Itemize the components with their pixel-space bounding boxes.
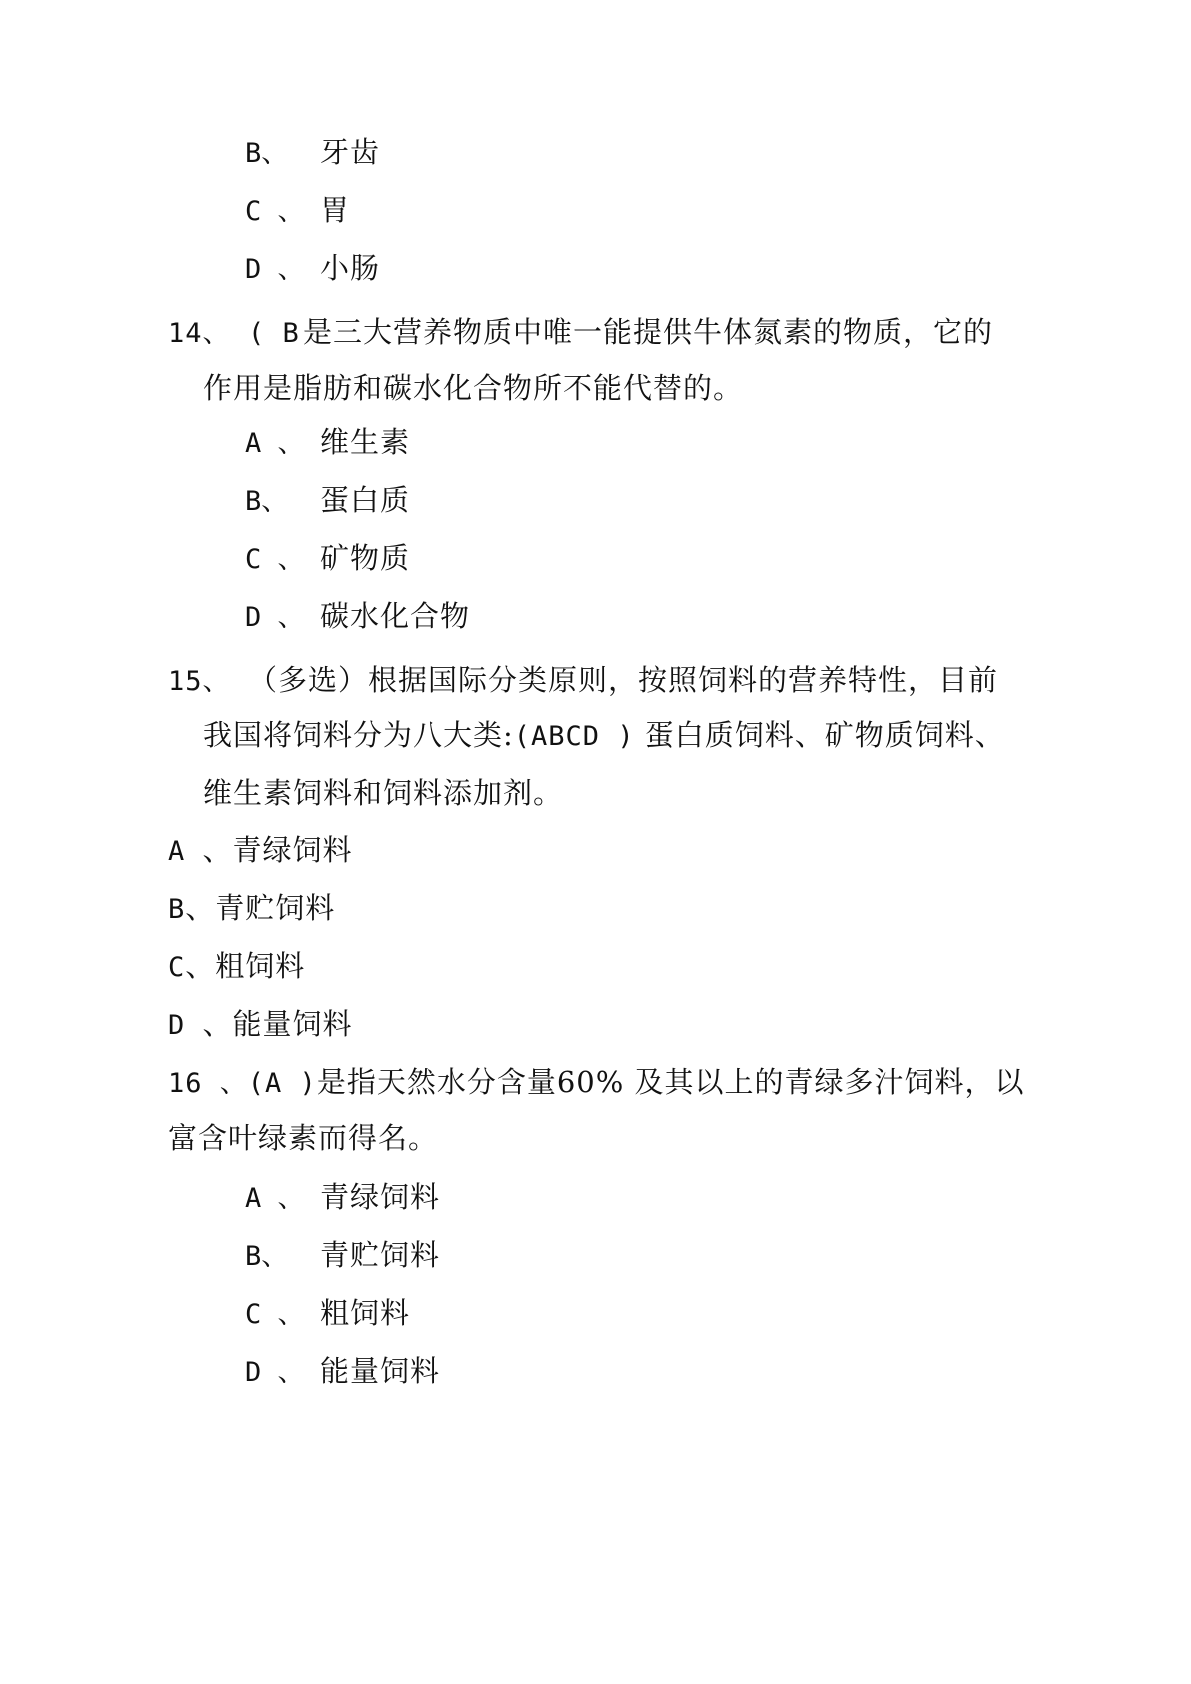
option-text: 能量饲料 [320,1354,441,1388]
q16-option-a [245,1177,440,1219]
question-text: 作用是脂肪和碳水化合物所不能代替的。 [203,371,744,405]
option-text: 粗饲料 [320,1296,411,1330]
option-text: 青贮饲料 [320,1238,441,1272]
option-text: 胃 [320,193,351,227]
question-text: 维生素饲料和饲料添加剂。 [203,776,564,810]
q15-option-b [168,888,335,930]
question-number: 14、 [168,318,231,349]
option-letter: B [168,894,186,925]
question-text: （多选）根据国际分类原则，按照饲料的营养特性，目前 [248,663,999,697]
question-number: 16 、 [168,1068,248,1099]
q14-option-d [245,596,470,638]
option-text: 碳水化合物 [320,599,471,633]
question-text: 富含叶绿素而得名。 [168,1121,439,1155]
answer-bracket: ( B [248,318,300,349]
q15-option-a [168,830,353,872]
q16-stem-line1 [168,1062,1025,1104]
option-letter: B、 [245,1241,289,1272]
option-letter: C 、 [245,544,305,575]
q15-stem-line2 [203,715,1005,757]
question-text: 是指天然水分含量60% 及其以上的青绿多汁饲料，以 [316,1065,1025,1099]
option-letter: A 、 [245,428,305,459]
answer-bracket: (A ) [247,1068,317,1099]
option-text: 牙齿 [320,135,381,169]
q14-option-a [245,422,410,464]
q16-option-c [245,1293,410,1335]
option-text: 矿物质 [320,541,411,575]
q13-option-c [245,190,350,232]
q15-option-c [168,946,305,988]
q16-stem-line2 [168,1118,438,1158]
option-letter: D 、 [245,602,305,633]
option-letter: B、 [245,486,289,517]
option-letter: B、 [245,138,289,169]
option-text: 青绿饲料 [320,1180,441,1214]
q15-stem-line3 [203,773,563,813]
q14-option-c [245,538,410,580]
q14-option-b [245,480,410,522]
option-text: 、能量饲料 [202,1007,353,1041]
option-letter: D [168,1010,203,1041]
option-letter: C [168,952,186,983]
question-number: 15、 [168,666,231,697]
option-letter: A 、 [245,1183,305,1214]
option-letter: D 、 [245,254,305,285]
question-text: 是三大营养物质中唯一能提供牛体氮素的物质，它的 [303,315,994,349]
question-text: 我国将饲料分为八大类: [203,718,514,752]
question-text: 蛋白质饲料、矿物质饲料、 [634,718,1005,752]
option-text: 小肠 [320,251,381,285]
option-text: 维生素 [320,425,411,459]
option-letter: A [168,836,203,867]
q16-option-b [245,1235,440,1277]
q14-stem-line2 [203,368,743,408]
q16-option-d [245,1351,440,1393]
q15-stem-line1 [168,660,998,702]
option-text: 、青绿饲料 [202,833,353,867]
option-text: 蛋白质 [320,483,411,517]
option-letter: C 、 [245,196,305,227]
option-letter: D 、 [245,1357,305,1388]
q15-option-d [168,1004,353,1046]
answer-bracket: (ABCD ) [513,721,635,752]
option-text: 、粗饲料 [185,949,306,983]
option-letter: C 、 [245,1299,305,1330]
q13-option-b [245,132,380,174]
option-text: 、青贮饲料 [185,891,336,925]
q14-stem-line1 [168,312,993,354]
q13-option-d [245,248,380,290]
